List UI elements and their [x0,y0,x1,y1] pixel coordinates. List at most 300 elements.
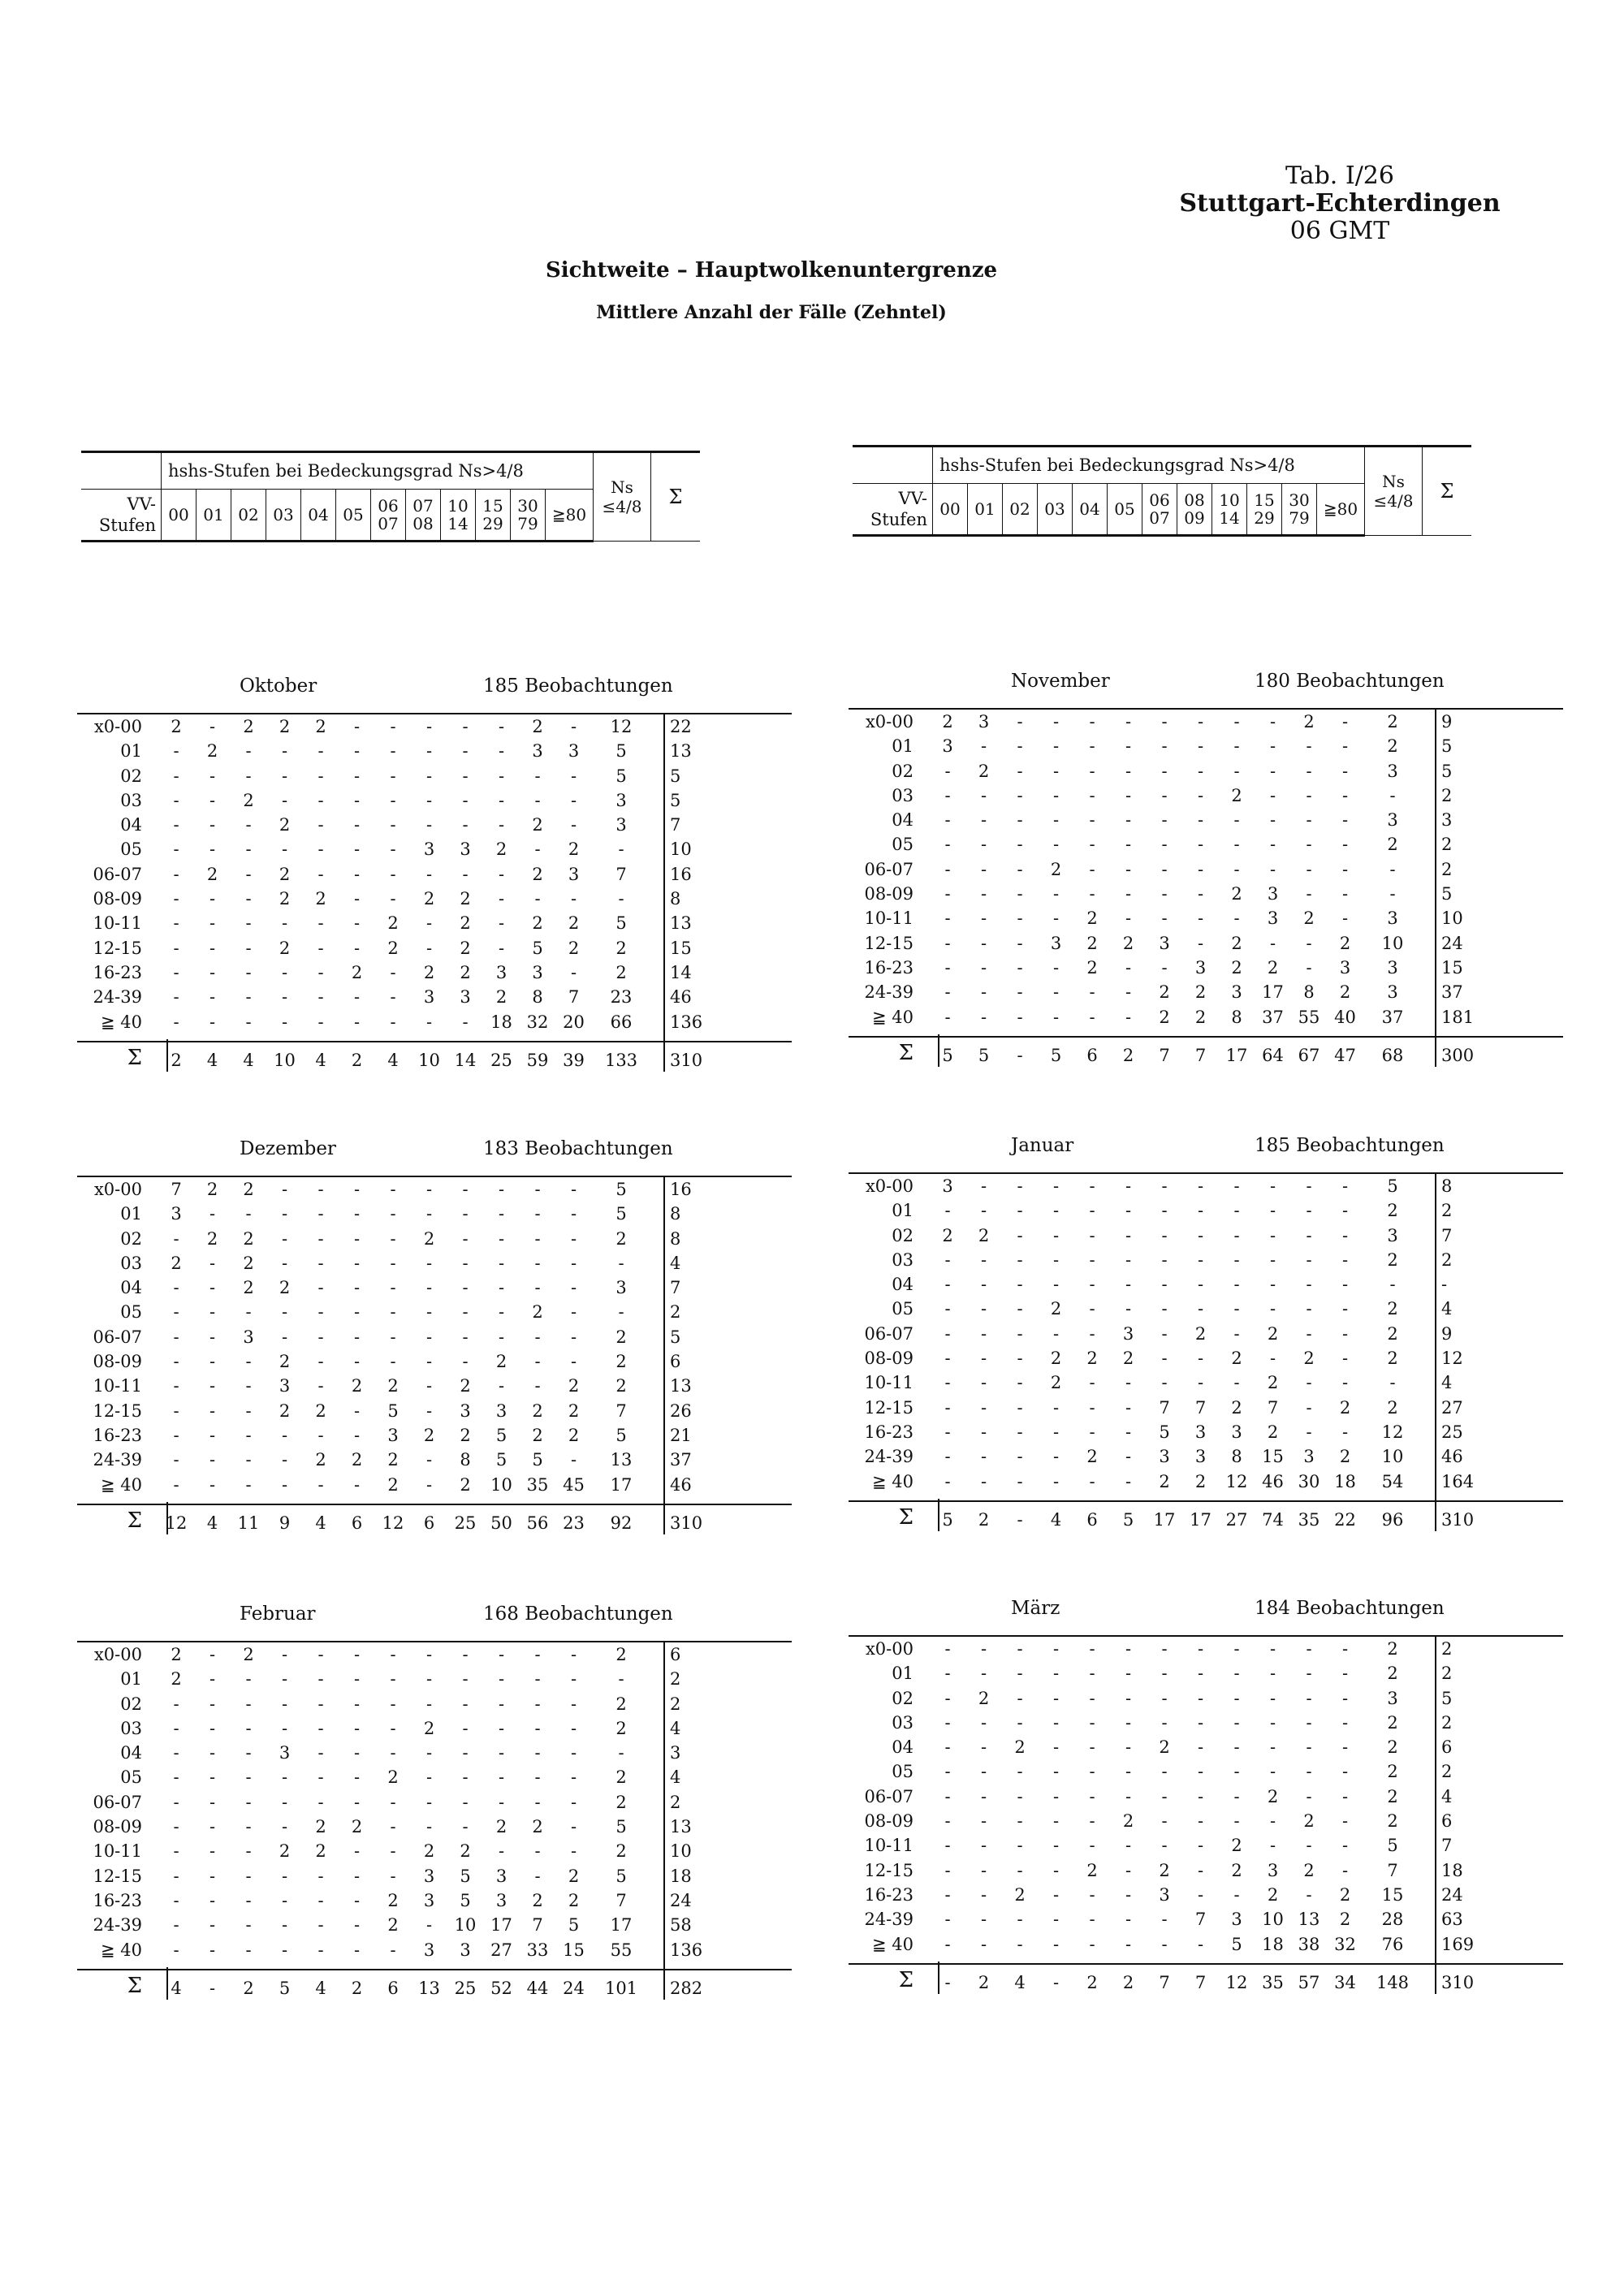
table-cell: - [1233,1275,1240,1295]
table-cell: - [1125,1639,1132,1659]
table-cell: - [498,1718,505,1738]
ns-cell: 10 [1381,933,1404,953]
table-cell: - [1125,1884,1132,1905]
table-cell: - [390,1180,396,1199]
table-cell: - [1233,1811,1240,1832]
vv-step-label: 03 [892,785,914,805]
table-row [849,1272,1563,1297]
table-cell: - [1341,1712,1349,1733]
table-row [849,1370,1563,1395]
total-cell: 35 [1262,1972,1284,1992]
table-cell: 8 [1231,1007,1242,1027]
table-row [77,1325,792,1349]
vv-step-label: 12-15 [93,1400,142,1421]
table-cell: - [353,1474,361,1495]
vv-step-label: 01 [892,1664,914,1684]
table-cell: - [425,1669,433,1690]
table-cell: - [534,1645,541,1664]
table-cell: 2 [315,1817,326,1837]
table-cell: - [498,1253,505,1273]
table-cell: - [209,1352,216,1372]
table-cell: - [390,717,396,736]
table-row [849,832,1563,857]
table-cell: 17 [1262,982,1284,1003]
table-cell: - [1306,1275,1312,1295]
vv-step-label: 10-11 [864,908,914,929]
table-cell: 2 [171,1253,182,1273]
table-cell: - [1017,1762,1023,1782]
table-cell: - [390,1694,396,1714]
table-cell: - [534,766,541,786]
ns-cell: 28 [1381,1910,1404,1930]
table-cell: - [425,741,433,762]
vv-step-label: 02 [892,1688,914,1708]
ns-cell: 2 [1387,1786,1398,1806]
table-cell: - [498,1278,505,1298]
table-cell: - [944,933,951,953]
vv-step-label: 01 [120,1204,142,1224]
group-label: hshs-Stufen bei Bedeckungsgrad Ns>4/8 [933,447,1365,484]
table-cell: - [1341,810,1349,831]
table-cell: - [1017,1471,1023,1491]
total-cell: 74 [1262,1509,1284,1530]
label-separator [166,1039,168,1072]
table-cell: - [944,1349,951,1369]
table-cell: 2 [1122,1349,1134,1369]
table-cell: 3 [423,1890,435,1910]
table-cell: - [425,938,433,958]
table-cell: - [317,1302,324,1323]
vv-step-label: 12-15 [93,938,142,958]
table-cell: - [1341,1373,1349,1393]
table-cell: - [1341,1786,1349,1806]
table-cell: - [980,736,987,757]
table-cell: - [1341,884,1349,904]
sum-cell: 46 [670,1474,692,1495]
sum-cell: 169 [1441,1934,1475,1954]
table-cell: 2 [387,1890,399,1910]
sum-cell: 2 [1441,1249,1453,1270]
ns-cell: - [1389,1275,1396,1295]
table-cell: - [944,1737,951,1758]
table-cell: - [1233,1249,1240,1270]
table-cell: 2 [1339,1397,1351,1418]
vv-step-label: 24-39 [93,987,142,1008]
ns-cell: 3 [615,790,627,810]
vv-step-label: 02 [120,1694,142,1714]
totals-row [849,1038,1563,1070]
sigma-separator [1435,708,1436,1067]
table-cell: - [317,1352,324,1372]
table-cell: - [1125,1762,1132,1782]
table-cell: - [498,1743,505,1763]
table-cell: 2 [279,1841,291,1862]
table-cell: - [1125,1910,1132,1930]
table-cell: 2 [1267,1373,1279,1393]
table-cell: 3 [532,962,543,982]
table-cell: 7 [1194,1910,1207,1930]
table-cell: 3 [423,1940,435,1960]
month-name: März [1011,1598,1060,1619]
table-cell: 5 [568,1915,580,1936]
table-cell: - [209,1450,216,1470]
table-row [849,931,1563,956]
table-cell: 10 [454,1915,477,1936]
vv-step-label: 02 [120,1228,142,1249]
table-cell: - [1017,835,1023,855]
table-cell: - [462,1743,469,1763]
ns-cell: - [1389,1373,1396,1393]
table-row [849,1759,1563,1784]
table-cell: - [462,1204,469,1224]
table-cell: - [209,987,216,1008]
table-cell: - [1052,1639,1060,1659]
table-cell: 2 [1339,933,1351,953]
ns-cell: 2 [615,1792,627,1812]
table-cell: - [534,1352,541,1372]
table-cell: - [245,1450,252,1470]
table-cell: - [944,1688,951,1708]
table-cell: 2 [460,1425,471,1445]
ns-cell: 76 [1381,1934,1404,1954]
table-cell: - [1017,1910,1023,1930]
sum-cell: 15 [670,938,692,958]
table-cell: - [425,1474,433,1495]
table-cell: - [980,1447,987,1467]
sum-cell: 136 [670,1012,703,1032]
table-row [77,1741,792,1765]
table-cell: - [498,938,505,958]
table-row [849,1785,1563,1809]
table-cell: 15 [1262,1447,1284,1467]
table-cell: - [462,1645,469,1664]
table-cell: - [425,1180,433,1199]
table-cell: - [281,1253,288,1273]
table-cell: - [944,1884,951,1905]
table-cell: - [209,1890,216,1910]
table-cell: 2 [460,1376,471,1396]
table-cell: - [1052,1860,1060,1880]
table-cell: 3 [423,839,435,860]
table-row [77,1790,792,1815]
table-cell: 3 [1159,1447,1170,1467]
table-cell: - [1306,1373,1312,1393]
table-row [77,911,792,935]
ns-cell: 2 [1387,1811,1398,1832]
table-cell: - [462,1352,469,1372]
table-cell: - [980,1762,987,1782]
table-cell: - [1161,1639,1168,1659]
table-cell: 3 [387,1425,399,1445]
ns-cell: 12 [1381,1422,1404,1442]
table-row [77,1888,792,1913]
table-cell: - [944,859,951,879]
total-cell: 2 [978,1509,990,1530]
sum-cell: 9 [1441,1323,1453,1344]
table-cell: 3 [495,1890,508,1910]
table-cell: - [425,1012,433,1032]
total-cell: 67 [1298,1045,1320,1065]
table-cell: 7 [568,987,580,1008]
ns-cell: 3 [1387,1688,1398,1708]
table-cell: - [944,1422,951,1442]
step-header: 15 29 [476,490,511,542]
sum-cell: 10 [1441,908,1463,929]
table-cell: - [1125,1737,1132,1758]
table-cell: 2 [243,1180,254,1199]
table-cell: - [1269,1201,1276,1221]
table-cell: - [570,1817,577,1837]
table-cell: 3 [1050,933,1062,953]
table-cell: - [173,1327,179,1347]
table-cell: - [1089,1299,1095,1319]
table-cell: - [245,913,252,934]
sum-cell: 46 [670,987,692,1008]
table-cell: - [353,1228,361,1249]
vv-step-label: ≧ 40 [872,1007,914,1027]
table-cell: - [353,839,361,860]
table-cell: 3 [1267,1860,1279,1880]
total-cell: 6 [387,1978,399,1998]
table-cell: - [1341,1176,1349,1196]
table-cell: 27 [490,1940,512,1960]
table-cell: - [317,839,324,860]
table-cell: - [980,810,987,831]
table-cell: - [317,1253,324,1273]
table-cell: - [1125,1422,1132,1442]
table-cell: - [980,1275,987,1295]
vv-step-label: 12-15 [864,933,914,953]
table-cell: - [1125,1860,1132,1880]
table-cell: 2 [1303,908,1315,929]
table-cell: - [1125,1275,1132,1295]
table-cell: - [1197,1786,1204,1806]
sum-cell: 58 [670,1915,692,1936]
table-cell: - [317,1204,324,1224]
table-cell: 3 [495,1400,508,1421]
table-cell: - [1089,1397,1095,1418]
table-cell: - [173,815,179,835]
table-cell: - [980,1712,987,1733]
table-cell: - [1052,1471,1060,1491]
table-cell: 2 [1267,1884,1279,1905]
table-cell: - [209,717,216,736]
table-row [77,1399,792,1423]
table-cell: - [570,1253,577,1273]
table-cell: 3 [460,987,471,1008]
table-cell: - [353,1012,361,1032]
table-cell: 10 [490,1474,512,1495]
vv-step-label: 05 [892,835,914,855]
table-cell: - [1341,1323,1349,1344]
sum-cell: 5 [1441,1688,1453,1708]
table-cell: - [462,766,469,786]
ns-cell: 2 [1387,1639,1398,1659]
table-cell: - [425,717,433,736]
total-cell: 52 [490,1978,512,1998]
table-cell: - [944,1639,951,1659]
table-cell: - [317,1180,324,1199]
table-cell: - [570,1327,577,1347]
table-cell: - [1052,1786,1060,1806]
month-block-maerz [849,1598,1563,1997]
table-cell: - [1341,1299,1349,1319]
table-cell: 7 [1194,1397,1207,1418]
table-cell: - [317,815,324,835]
table-cell: 2 [279,815,291,835]
table-cell: 3 [1159,1884,1170,1905]
step-header: 03 [1038,484,1073,536]
table-cell: 32 [1334,1934,1356,1954]
table-cell: - [1161,1934,1168,1954]
table-cell: - [1161,884,1168,904]
table-row [849,1809,1563,1833]
table-cell: - [209,1792,216,1812]
vv-header: VV- Stufen [81,490,162,542]
table-cell: - [1233,1299,1240,1319]
vv-step-label: 16-23 [864,1884,914,1905]
table-cell: - [390,1645,396,1664]
vv-step-label: 16-23 [93,962,142,982]
table-cell: - [1017,1299,1023,1319]
table-cell: - [390,1012,396,1032]
table-cell: 3 [1267,908,1279,929]
table-cell: - [1341,1201,1349,1221]
vv-step-label: 12-15 [93,1866,142,1886]
ns-cell: 2 [1387,1299,1398,1319]
table-cell: - [1233,761,1240,781]
table-cell: - [173,1792,179,1812]
table-cell: - [173,1302,179,1323]
total-cell: 11 [237,1513,260,1533]
table-cell: - [353,1718,361,1738]
table-cell: - [425,864,433,884]
ns-cell: 17 [610,1474,633,1495]
table-cell: - [1089,1471,1095,1491]
table-cell: - [1017,1688,1023,1708]
table-cell: - [1052,1811,1060,1832]
vv-step-label: 10-11 [93,1376,142,1396]
sum-cell: 24 [1441,933,1463,953]
table-cell: - [1306,1836,1312,1856]
sum-cell: 136 [670,1940,703,1960]
table-cell: - [1017,1447,1023,1467]
table-cell: - [534,1767,541,1788]
table-cell: 2 [568,1376,580,1396]
table-cell: - [317,1228,324,1249]
table-cell: - [1017,982,1023,1003]
table-cell: - [1269,810,1276,831]
table-cell: - [462,1767,469,1788]
month-block-dezember [77,1138,792,1538]
table-cell: - [498,1228,505,1249]
table-cell: - [1125,810,1132,831]
total-cell: 17 [1153,1509,1176,1530]
table-cell: - [1052,957,1060,978]
table-cell: 2 [423,962,435,982]
table-cell: - [173,1474,179,1495]
total-cell: 9 [279,1513,291,1533]
table-cell: - [570,1669,577,1690]
table-cell: - [1233,736,1240,757]
table-cell: - [1269,1176,1276,1196]
table-cell: - [498,1180,505,1199]
table-row [849,1224,1563,1248]
table-cell: 5 [495,1450,508,1470]
table-cell: - [1089,884,1095,904]
table-cell: - [1161,1225,1168,1245]
table-cell: - [1052,1422,1060,1442]
table-cell: - [944,1007,951,1027]
ns-cell: 3 [1387,761,1398,781]
table-cell: - [1197,810,1204,831]
table-cell: - [1233,1664,1240,1684]
sum-cell: 6 [1441,1811,1453,1832]
table-cell: 2 [532,815,543,835]
table-cell: - [281,1669,288,1690]
total-cell: 4 [315,1050,326,1070]
table-cell: - [1161,908,1168,929]
table-cell: - [1017,1786,1023,1806]
table-cell: - [1017,1397,1023,1418]
table-cell: - [1197,859,1204,879]
table-cell: - [1017,1249,1023,1270]
table-cell: - [353,717,361,736]
vv-step-label: 08-09 [93,889,142,909]
table-cell: - [534,1327,541,1347]
table-cell: - [980,1397,987,1418]
table-cell: - [173,938,179,958]
table-cell: 3 [1194,1447,1207,1467]
total-cell: 4 [315,1978,326,1998]
sum-cell: 2 [670,1302,681,1323]
table-cell: 12 [1225,1471,1248,1491]
table-cell: - [570,1743,577,1763]
ns-cell: 2 [615,1718,627,1738]
table-cell: - [425,1743,433,1763]
table-cell: - [1306,1762,1312,1782]
table-cell: - [173,889,179,909]
total-cell: 2 [171,1050,182,1070]
table-cell: - [944,1323,951,1344]
sigma-separator [1435,1172,1436,1531]
vv-step-label: 05 [892,1762,914,1782]
table-cell: - [570,1645,577,1664]
table-cell: - [245,1915,252,1936]
table-cell: - [390,1841,396,1862]
table-cell: - [980,859,987,879]
table-cell: - [1341,1811,1349,1832]
table-cell: - [173,1890,179,1910]
sum-cell: 63 [1441,1910,1463,1930]
table-cell: - [980,1786,987,1806]
table-cell: - [281,1767,288,1788]
table-cell: - [281,1792,288,1812]
ns-cell: 2 [615,1228,627,1249]
table-cell: - [317,938,324,958]
table-cell: - [1341,785,1349,805]
table-cell: - [209,766,216,786]
total-cell: 4 [171,1978,182,1998]
table-cell: - [498,717,505,736]
table-cell: - [1052,1737,1060,1758]
table-cell: - [462,1718,469,1738]
table-cell: 2 [1050,859,1062,879]
table-row [77,960,792,985]
table-row [77,1448,792,1472]
table-cell: 2 [460,1474,471,1495]
sigma-label: Σ [127,1045,142,1070]
